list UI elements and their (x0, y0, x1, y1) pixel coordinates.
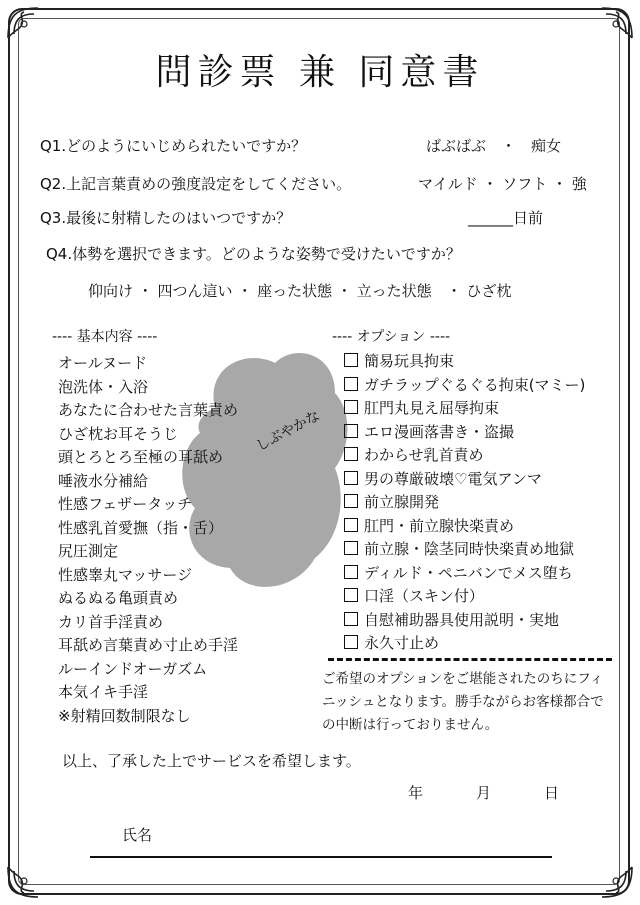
option-label: ディルド・ペニバンでメス堕ち (364, 563, 573, 582)
basic-item: 尻圧測定 (58, 542, 119, 560)
basic-item: 本気イキ手淫 (58, 683, 149, 701)
date-month-label: 月 (476, 784, 492, 802)
option-list (344, 350, 585, 656)
corner-ornament-bottom-right (598, 863, 636, 901)
question-1-options: ばぶばぶ ・ 痴女 (426, 137, 562, 155)
basic-item: 頭とろとろ至極の耳舐め (58, 448, 224, 466)
agreement-statement: 以上、了承した上でサービスを希望します。 (62, 752, 361, 770)
option-checkbox[interactable] (344, 518, 358, 532)
option-item (344, 350, 585, 374)
name-signature-line[interactable] (90, 856, 552, 858)
basic-item: あなたに合わせた言葉責め (58, 401, 239, 419)
question-2-options: マイルド ・ ソフト ・ 強 (418, 175, 587, 193)
option-label: 永久寸止め (364, 634, 440, 652)
basic-section-heading: ---- 基本内容 ---- (52, 329, 158, 345)
basic-item: 耳舐め言葉責め寸止め手淫 (58, 636, 239, 654)
option-item (344, 562, 585, 586)
option-item (344, 397, 585, 421)
question-3: Q3.最後に射精したのはいつですか？ (40, 209, 292, 227)
basic-item: 泡洗体・入浴 (58, 377, 149, 396)
option-label: わからせ乳首責め (364, 446, 484, 464)
option-label: 肛門丸見え屈辱拘束 (364, 399, 500, 417)
option-item (344, 374, 585, 398)
option-item (344, 491, 585, 515)
option-checkbox[interactable] (344, 541, 358, 555)
option-checkbox[interactable] (344, 494, 358, 508)
question-1: Q1.どのようにいじめられたいですか？ (40, 137, 307, 155)
question-2: Q2.上記言葉責めの強度設定をしてください。 (40, 175, 352, 193)
option-checkbox[interactable] (344, 447, 358, 461)
option-label: 簡易玩具拘束 (364, 352, 455, 370)
corner-ornament-top-left (4, 4, 42, 42)
option-label: エロ漫画落書き・盗撮 (364, 422, 515, 441)
option-item (344, 421, 585, 445)
basic-item: ひざ枕お耳そうじ (58, 424, 179, 443)
blob-label: しぶやかな (253, 407, 323, 455)
option-checkbox[interactable] (344, 612, 358, 626)
option-checkbox[interactable] (344, 471, 358, 485)
question-3-answer-blank[interactable]: ______日前 (468, 209, 544, 227)
question-4: Q4.体勢を選択できます。どのような姿勢で受けたいですか？ (46, 245, 461, 263)
option-checkbox[interactable] (344, 588, 358, 602)
basic-item: 性感乳首愛撫（指・舌） (58, 518, 224, 537)
option-checkbox[interactable] (344, 353, 358, 367)
option-checkbox[interactable] (344, 377, 358, 391)
option-item (344, 468, 585, 492)
option-item (344, 515, 585, 539)
name-label: 氏名 (122, 826, 153, 844)
basic-item: ※射精回数制限なし (58, 706, 191, 725)
posture-options: 仰向け ・ 四つん這い ・ 座った状態 ・ 立った状態 ・ ひざ枕 (88, 282, 512, 300)
option-label: 口淫（スキン付） (364, 587, 484, 605)
basic-item: 唾液水分補給 (58, 471, 149, 490)
option-label: 自慰補助器具使用説明・実地 (364, 610, 560, 629)
option-checkbox[interactable] (344, 400, 358, 414)
basic-content-list (58, 352, 238, 728)
basic-item: ぬるぬる亀頭責め (58, 589, 179, 607)
option-label: 男の尊厳破壊♡電気アンマ (364, 469, 542, 488)
basic-item: 性感睾丸マッサージ (58, 565, 193, 584)
option-section-heading: ---- オプション ---- (332, 329, 451, 345)
option-item (344, 632, 585, 656)
option-item (344, 585, 585, 609)
option-label: 前立腺開発 (364, 493, 440, 511)
basic-item: カリ首手淫責め (58, 612, 164, 631)
option-label: 前立腺・陰茎同時快楽責め地獄 (364, 540, 575, 558)
corner-ornament-top-right (598, 4, 636, 42)
basic-item: 性感フェザータッチ (58, 495, 193, 513)
option-checkbox[interactable] (344, 565, 358, 579)
corner-ornament-bottom-left (4, 863, 42, 901)
date-day-label: 日 (544, 784, 560, 802)
date-year-label: 年 (408, 784, 424, 802)
option-note: ご希望のオプションをご堪能されたのちにフィニッシュとなります。勝手ながらお客様都合での中断は行っておりません。 (322, 671, 604, 733)
option-item (344, 609, 585, 633)
basic-item: ルーインドオーガズム (58, 659, 208, 678)
option-checkbox[interactable] (344, 424, 358, 438)
page-title: 問診票 兼 同意書 (155, 52, 485, 93)
option-label: ガチラップぐるぐる拘束(マミー) (364, 375, 586, 394)
option-note-divider (328, 658, 612, 661)
option-label: 肛門・前立腺快楽責め (364, 516, 515, 535)
option-item (344, 444, 585, 468)
option-checkbox[interactable] (344, 635, 358, 649)
option-item (344, 538, 585, 562)
basic-item: オールヌード (58, 354, 148, 372)
